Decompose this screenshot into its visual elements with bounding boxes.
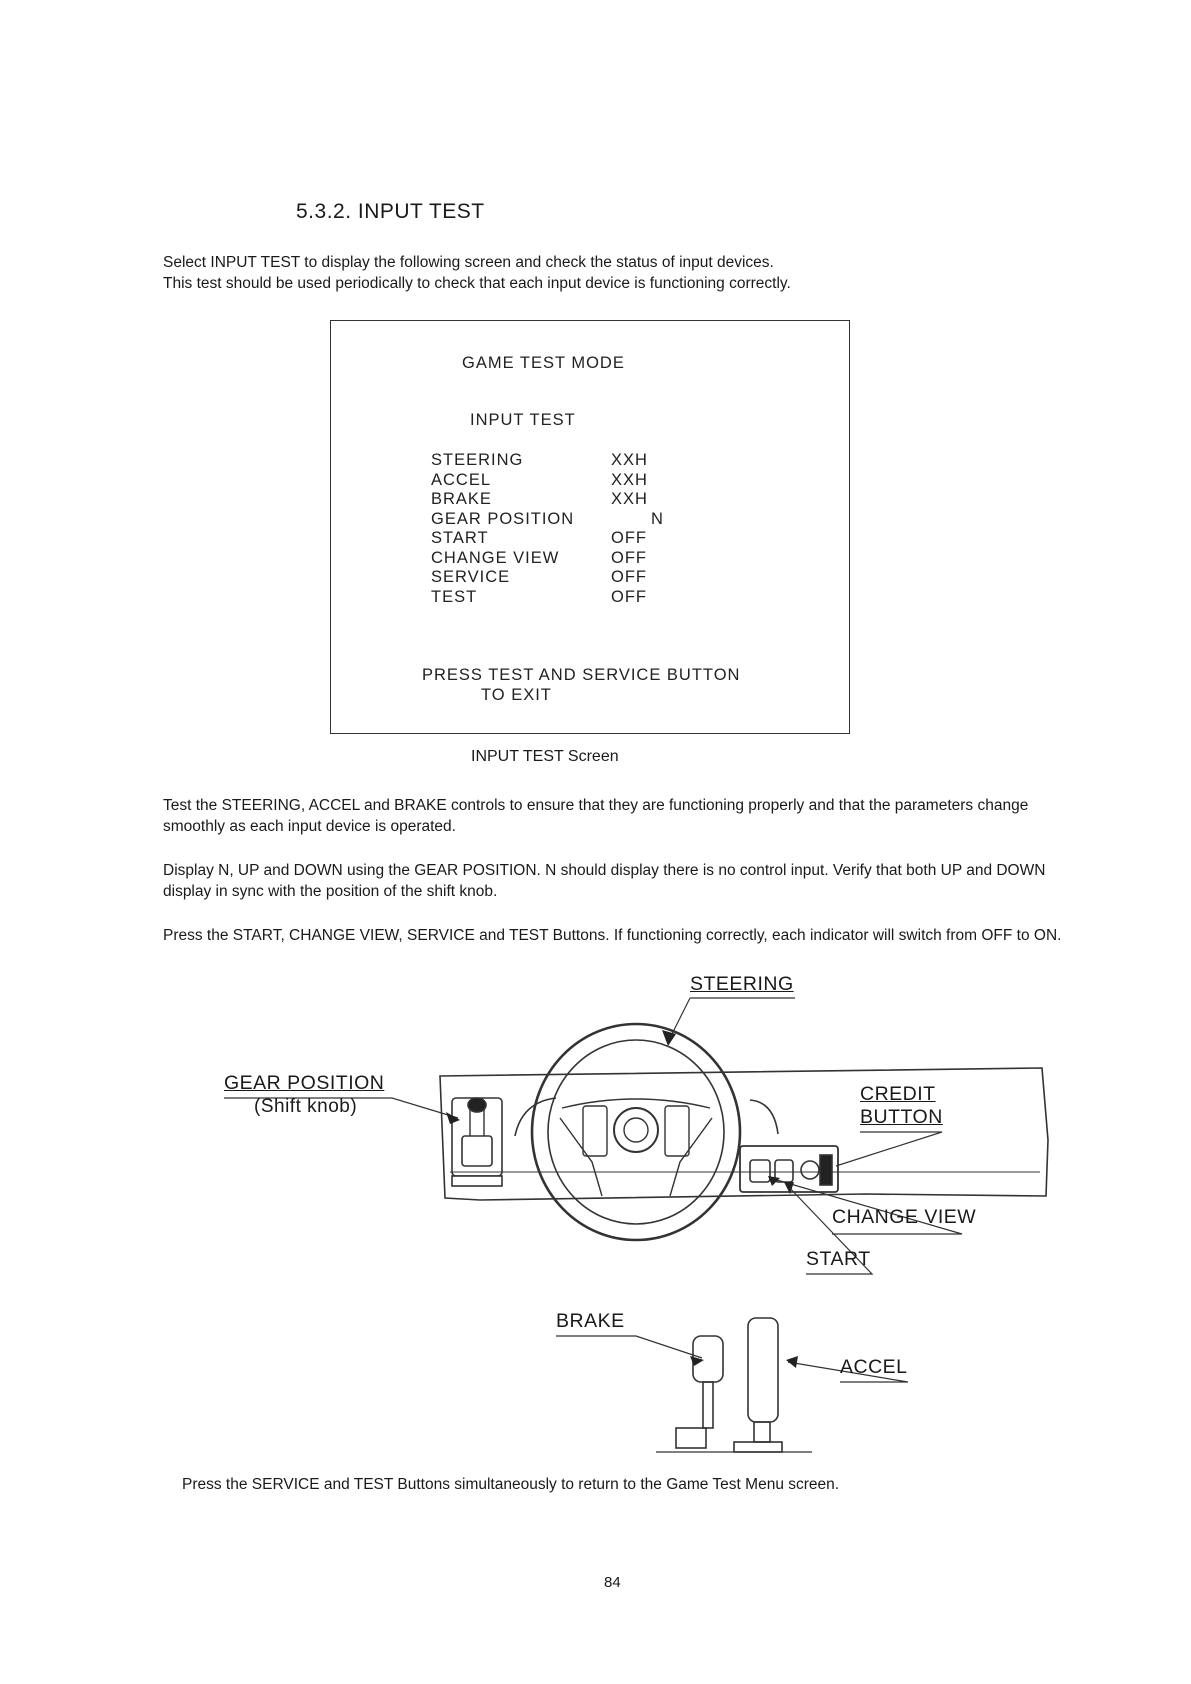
intro-line-1: Select INPUT TEST to display the following screen and check the status of input devices. [163,254,774,271]
steering-wheel-icon [532,1024,740,1240]
label-change-view: CHANGE VIEW [832,1206,977,1228]
buttons-paragraph: Press the START, CHANGE VIEW, SERVICE and TEST Buttons. If functioning correctly, each indicator will switch from OFF to ON. [163,927,1062,944]
exit-instruction-line-2: TO EXIT [481,686,552,704]
status-label: CHANGE VIEW [431,548,560,567]
label-gear-position: GEAR POSITION [224,1072,385,1094]
status-value: XXH [611,470,648,489]
label-start: START [806,1248,871,1270]
status-value: N [651,509,664,528]
label-accel: ACCEL [840,1356,908,1378]
status-label: GEAR POSITION [431,509,575,528]
status-value: OFF [611,587,647,606]
gear-paragraph: Display N, UP and DOWN using the GEAR POSITION. N should display there is no control input. Verify that both UP and DOWN display in sync with the position of the shift knob. [163,862,1046,900]
intro-line-2: This test should be used periodically to check that each input device is functioning correctly. [163,275,791,292]
footer-instruction: Press the SERVICE and TEST Buttons simultaneously to return to the Game Test Menu screen. [182,1476,840,1493]
accel-pedal-icon [748,1318,778,1422]
screen-test-title: INPUT TEST [470,411,576,429]
screen-mode-title: GAME TEST MODE [462,354,625,372]
status-label: BRAKE [431,490,492,508]
label-steering: STEERING [690,973,794,995]
status-label: START [431,529,489,547]
status-value: XXH [611,490,648,508]
status-value: XXH [611,451,648,469]
steering-paragraph: Test the STEERING, ACCEL and BRAKE controls to ensure that they are functioning properly and that the parameters change smoothly as each input device is operated. [163,797,1029,835]
label-shift-knob: (Shift knob) [254,1096,358,1117]
status-label: SERVICE [431,568,511,586]
section-title: 5.3.2. INPUT TEST [296,200,485,223]
status-value: OFF [611,529,647,547]
label-credit-line-2: BUTTON [860,1106,943,1128]
label-brake: BRAKE [556,1310,625,1332]
label-credit-line-1: CREDIT [860,1083,936,1105]
status-label: STEERING [431,451,524,469]
screen-caption: INPUT TEST Screen [471,748,619,765]
status-value: OFF [611,568,647,586]
status-label: ACCEL [431,470,492,489]
status-label: TEST [431,587,478,606]
exit-instruction-line-1: PRESS TEST AND SERVICE BUTTON [422,666,741,684]
status-value: OFF [611,548,647,567]
page-number: 84 [604,1574,621,1591]
label-credit-button [860,1083,943,1129]
